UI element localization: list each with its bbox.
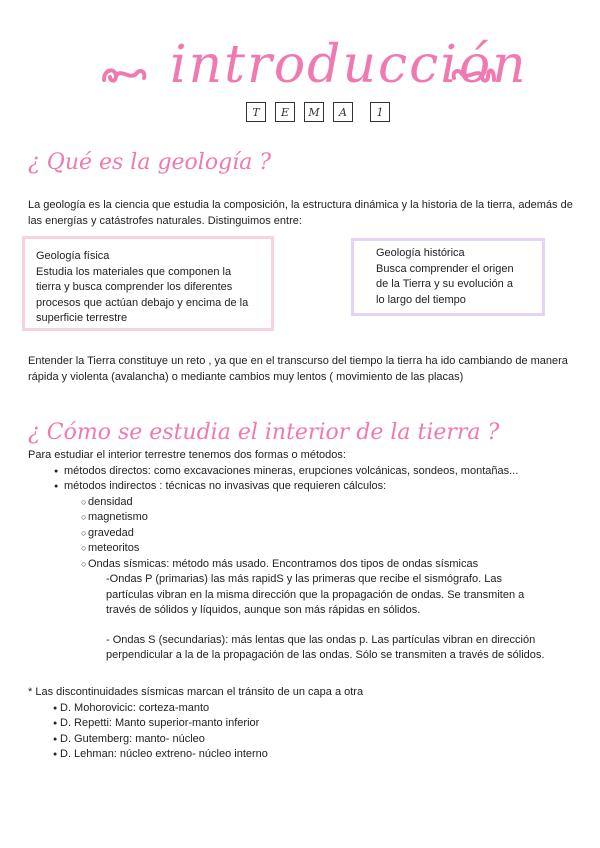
list-item-text: métodos indirectos : técnicas no invasivas que requieren cálculos: [64,480,387,492]
sub-list-item [28,526,580,542]
ondas-p-line: -Ondas P (primarias) las más rapidS y las primeras que recibe el sismógrafo. Las [106,573,502,585]
box-line: procesos que actúan debajo y encima de la [36,296,249,309]
page-title: introducción [170,35,528,95]
swirl-right-icon [448,58,498,88]
methods-section [28,448,580,664]
list-item [28,479,580,495]
sub-item-text: Ondas sísmicas: método más usado. Encontramos dos tipos de ondas sísmicas [88,557,479,570]
sub-list-item [28,541,580,557]
sub-item-text: magnetismo [88,511,148,523]
list-item [28,747,580,763]
list-item-text: D. Lehman: núcleo extreno- núcleo interno [60,748,268,760]
list-item-text: D. Gutemberg: manto- núcleo [60,732,205,745]
sub-list-item [28,495,580,511]
tema-letter: A [333,102,353,122]
box-line: lo largo del tiempo [376,293,466,306]
ondas-p-line: través de sólidos y líquidos, aunque son más rápidas en sólidos. [106,604,421,616]
list-item [28,732,580,748]
tema-letter: E [275,102,295,122]
reto-paragraph: Entender la Tierra constituye un reto , ya que en el transcurso del tiempo la tierra ha ido cambiando de manera rápida y violenta (avalancha) o mediante cambios muy lentos ( movimiento de las placas) [28,355,568,383]
title-row [0,30,600,100]
sub-list-item [28,510,580,526]
section-heading-interior: ¿ Cómo se estudia el interior de la tierra ? [28,420,500,445]
box-title: Geología histórica [376,247,465,259]
discontinuities-section [28,685,580,763]
box-line: Busca comprender el origen [376,262,514,275]
geologia-fisica-box [22,236,274,331]
tema-label [246,102,390,122]
methods-intro: Para estudiar el interior terrestre tenemos dos formas o métodos: [28,449,346,461]
list-item-text: D. Mohorovicic: corteza-manto [60,701,210,714]
sub-item-text: densidad [88,495,133,508]
box-line: tierra y busca comprender los diferentes [36,281,233,293]
sub-list-item [28,557,580,573]
box-line: de la Tierra y su evolución a [376,278,513,290]
discontinuities-intro: * Las discontinuidades sísmicas marcan el tránsito de un capa a otra [28,686,364,698]
tema-letter: T [246,102,266,122]
geologia-historica-box [351,238,545,316]
list-item [28,701,580,717]
swirl-left-icon [100,58,150,88]
sub-item-text: meteoritos [88,542,140,554]
list-item [28,464,580,480]
box-line: Estudia los materiales que componen la [36,265,232,278]
sub-item-text: gravedad [88,526,134,539]
intro-paragraph: La geología es la ciencia que estudia la composición, la estructura dinámica y la historia de la tierra, además de las energías y catástrofes naturales. Distinguimos entre: [28,199,573,227]
section-heading-geologia: ¿ Qué es la geología ? [28,150,272,175]
ondas-p-line: partículas vibran en la misma dirección que la propagación de ondas. Se transmiten a [106,588,525,601]
ondas-s-text [28,633,580,664]
box-line: superficie terrestre [36,312,128,324]
ondas-s-line: perpendicular a la de la propagación de las ondas. Sólo se transmiten a través de sólidos. [106,649,545,661]
ondas-p-text [28,572,580,619]
tema-letter: M [304,102,324,122]
list-item [28,716,580,732]
box-title: Geología física [36,250,110,262]
tema-number: 1 [370,102,390,122]
list-item-text: métodos directos: como excavaciones mineras, erupciones volcánicas, sondeos, montañas... [64,464,519,477]
list-item-text: D. Repetti: Manto superior-manto inferior [60,717,260,729]
ondas-s-line: - Ondas S (secundarias): más lentas que las ondas p. Las partículas vibran en dirección [106,633,536,646]
